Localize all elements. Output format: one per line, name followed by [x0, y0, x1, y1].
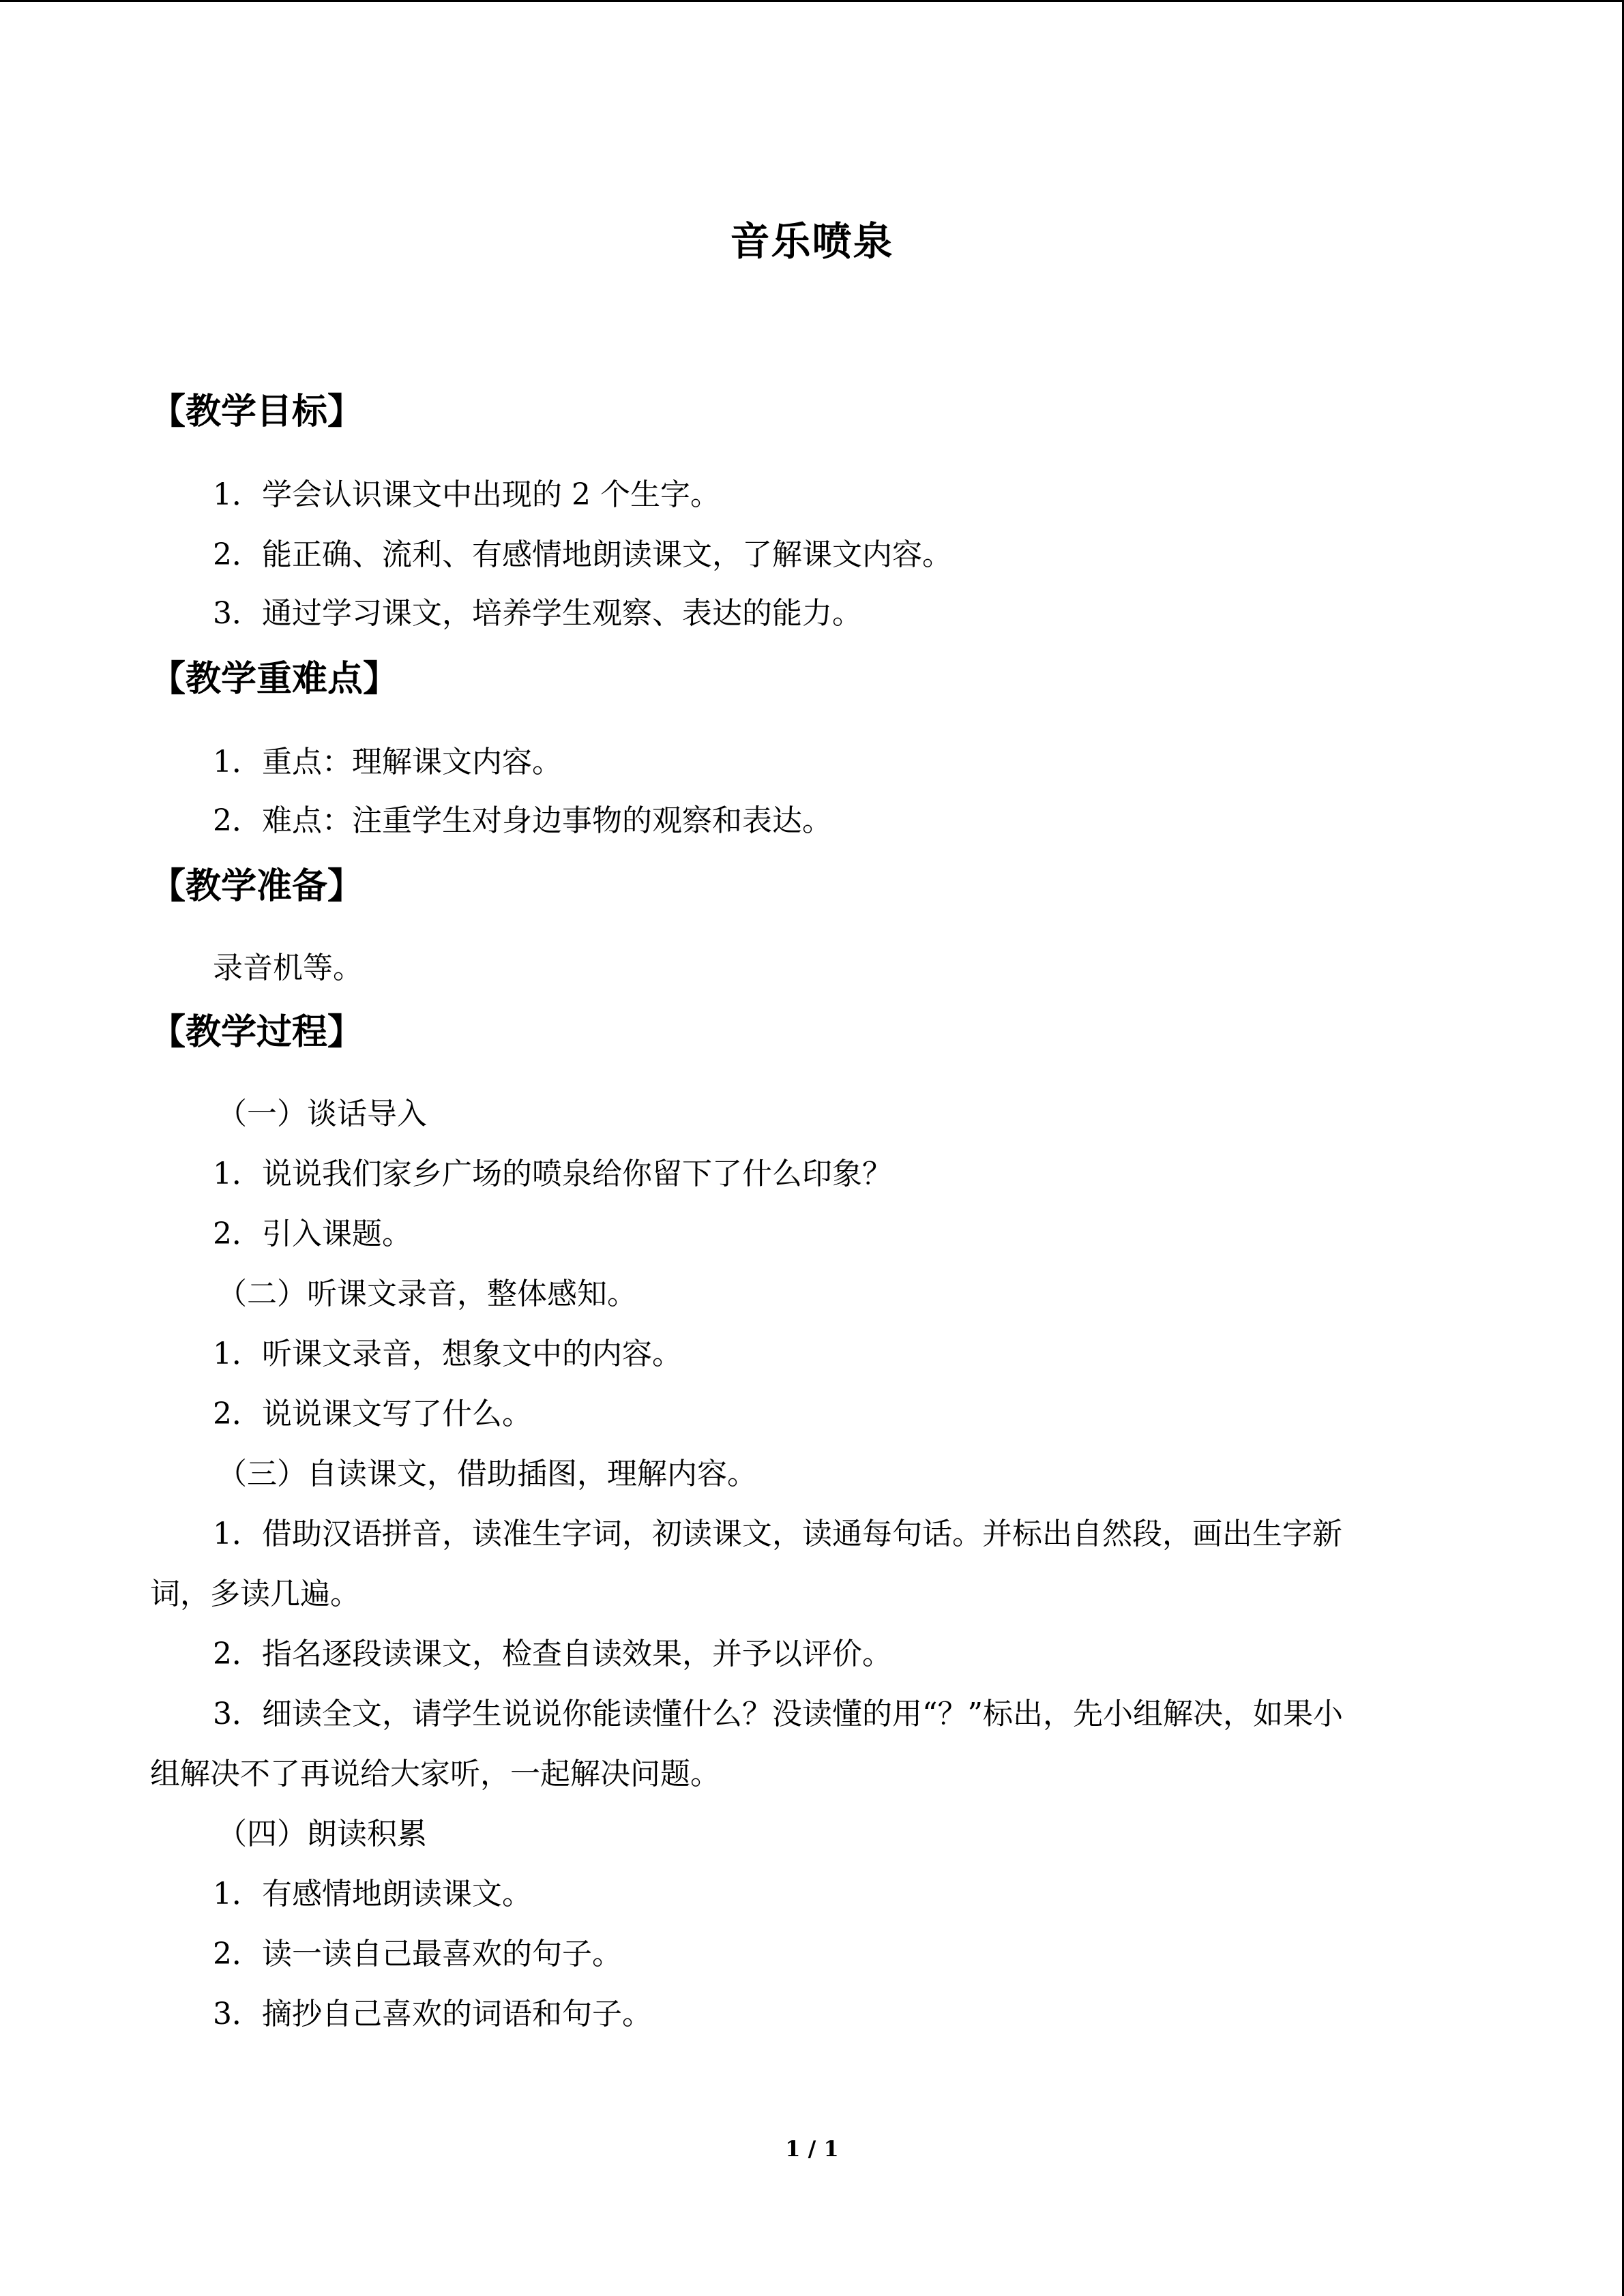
- process-line: 1．听课文录音，想象文中的内容。: [213, 1337, 682, 1371]
- page-title: 音乐喷泉: [730, 218, 894, 265]
- page-border-top: [0, 0, 1624, 2]
- process-line: 2．说说课文写了什么。: [213, 1397, 532, 1431]
- process-line: 3．摘抄自己喜欢的词语和句子。: [213, 1997, 652, 2031]
- preparation-item-1: 录音机等。: [213, 951, 363, 985]
- goal-item-3: 3．通过学习课文，培养学生观察、表达的能力。: [213, 596, 862, 631]
- section-heading-preparation: 【教学准备】: [150, 865, 364, 907]
- process-line: 1．有感情地朗读课文。: [213, 1877, 532, 1911]
- section-heading-key-points: 【教学重难点】: [150, 658, 399, 700]
- process-line: 1．说说我们家乡广场的喷泉给你留下了什么印象？: [213, 1157, 892, 1191]
- page-number: 1 / 1: [785, 2136, 839, 2162]
- process-line: 1．借助汉语拼音，读准生字词，初读课文，读通每句话。并标出自然段，画出生字新: [213, 1517, 1342, 1551]
- goal-item-1: 1．学会认识课文中出现的 2 个生字。: [213, 477, 720, 512]
- process-line-continuation: 词，多读几遍。: [150, 1577, 360, 1611]
- process-line: 2．引入课题。: [213, 1217, 412, 1251]
- key-point-item-1: 1．重点：理解课文内容。: [213, 745, 562, 779]
- process-subheading-3: （三）自读课文，借助插图，理解内容。: [217, 1457, 757, 1491]
- process-line: 2．读一读自己最喜欢的句子。: [213, 1937, 622, 1971]
- process-subheading-4: （四）朗读积累: [217, 1817, 427, 1851]
- section-heading-goals: 【教学目标】: [150, 391, 364, 432]
- goal-item-2: 2．能正确、流利、有感情地朗读课文，了解课文内容。: [213, 537, 952, 572]
- process-subheading-2: （二）听课文录音，整体感知。: [217, 1277, 637, 1311]
- key-point-item-2: 2．难点：注重学生对身边事物的观察和表达。: [213, 803, 832, 838]
- process-line-continuation: 组解决不了再说给大家听，一起解决问题。: [150, 1757, 720, 1791]
- process-line: 3．细读全文，请学生说说你能读懂什么？没读懂的用“？”标出，先小组解决，如果小: [213, 1697, 1343, 1731]
- section-heading-process: 【教学过程】: [150, 1011, 364, 1053]
- process-line: 2．指名逐段读课文，检查自读效果，并予以评价。: [213, 1637, 892, 1671]
- process-subheading-1: （一）谈话导入: [217, 1097, 427, 1131]
